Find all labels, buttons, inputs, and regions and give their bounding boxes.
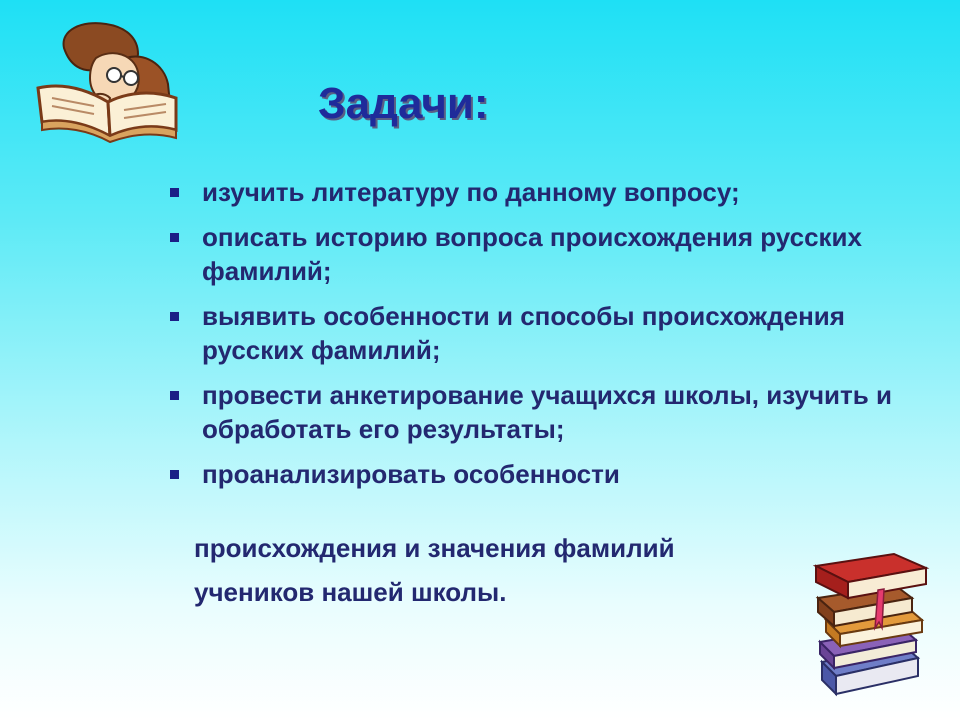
continuation-line: учеников нашей школы. [194, 577, 507, 607]
list-item [170, 220, 930, 288]
task-text: провести анкетирование учащихся школы, изучить и обработать его результаты; [202, 380, 892, 444]
slide-title: Задачи: [318, 79, 489, 128]
square-bullet-icon [170, 233, 179, 242]
task-list [170, 175, 930, 502]
list-item [170, 299, 930, 367]
square-bullet-icon [170, 391, 179, 400]
square-bullet-icon [170, 470, 179, 479]
list-item [170, 378, 930, 446]
reading-scholar-icon [30, 18, 190, 143]
book-stack-icon [808, 550, 938, 700]
task-text: изучить литературу по данному вопросу; [202, 177, 740, 207]
task-text: выявить особенности и способы происхождения русских фамилий; [202, 301, 845, 365]
square-bullet-icon [170, 188, 179, 197]
task-text: проанализировать особенности [202, 459, 620, 489]
continuation-line: происхождения и значения фамилий [194, 533, 675, 563]
task-text: описать историю вопроса происхождения русских фамилий; [202, 222, 862, 286]
list-item [170, 175, 930, 209]
list-item [170, 457, 930, 491]
square-bullet-icon [170, 312, 179, 321]
